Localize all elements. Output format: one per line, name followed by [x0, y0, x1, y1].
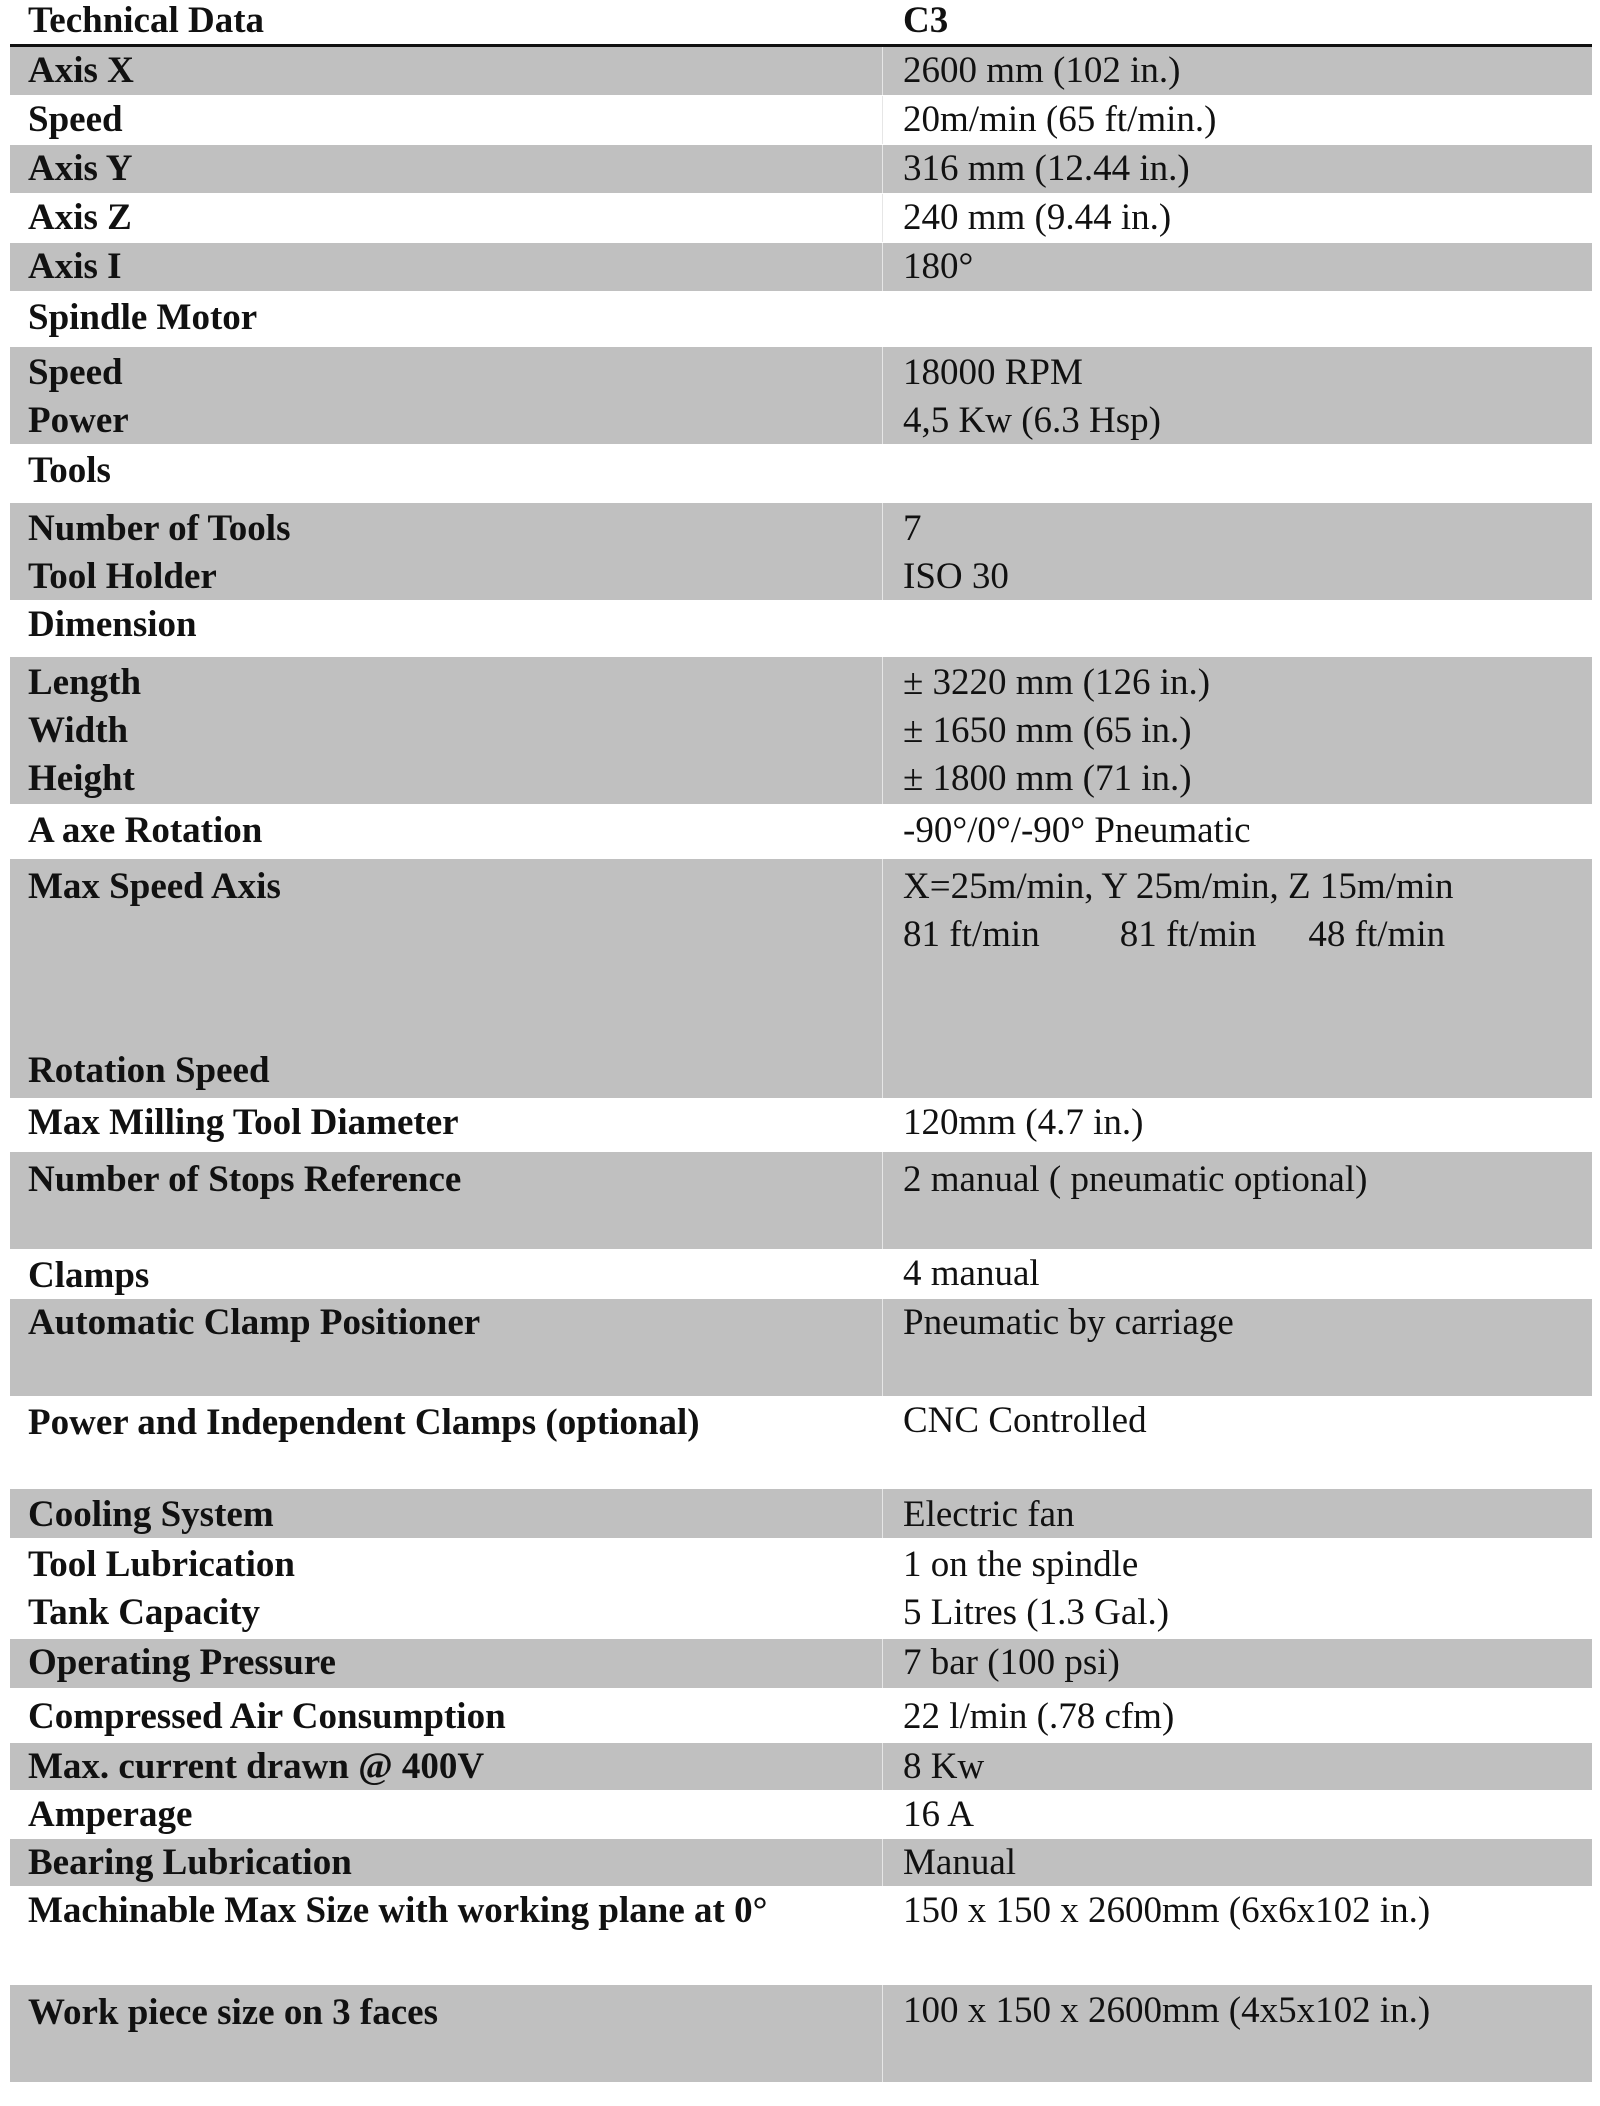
row-label: Power and Independent Clamps (optional) [28, 1402, 700, 1443]
table-row-max-milling-tool-diameter [10, 1099, 1592, 1152]
table-row-spindle-speed-power [10, 347, 1592, 445]
row-label: Power [28, 400, 129, 441]
row-label: Operating Pressure [28, 1642, 336, 1683]
table-row-power-independent-clamps [10, 1397, 1592, 1489]
table-row-amperage [10, 1791, 1592, 1839]
row-value: 8 Kw [903, 1746, 985, 1787]
row-value: ISO 30 [903, 556, 1009, 597]
row-label: Cooling System [28, 1494, 274, 1535]
row-value: ± 1800 mm (71 in.) [903, 758, 1192, 799]
table-row-cooling-system [10, 1489, 1592, 1539]
row-label: Max Milling Tool Diameter [28, 1102, 459, 1143]
table-row-axis-y [10, 145, 1592, 194]
table-row-work-piece-size [10, 1985, 1592, 2083]
row-label: Axis Y [28, 148, 133, 189]
row-value: 5 Litres (1.3 Gal.) [903, 1592, 1170, 1633]
row-label: Tool Lubrication [28, 1544, 295, 1585]
row-label: Automatic Clamp Positioner [28, 1302, 481, 1343]
row-label: Speed [28, 352, 123, 393]
row-value: 4 manual [903, 1253, 1040, 1294]
table-row-tool-lubrication [10, 1539, 1592, 1639]
table-row-max-current [10, 1743, 1592, 1791]
row-label: Number of Stops Reference [28, 1159, 462, 1200]
table-row-axis-z [10, 194, 1592, 243]
unit-y: 81 ft/min [1119, 914, 1257, 955]
table-row-max-speed-axis [10, 859, 1592, 1099]
row-label: Height [28, 758, 135, 799]
section-heading: Tools [28, 450, 111, 491]
row-label: Axis Z [28, 197, 132, 238]
row-value: Manual [903, 1842, 1017, 1883]
row-label: Axis I [28, 246, 122, 287]
unit-z: 48 ft/min [1308, 914, 1446, 955]
table-row-compressed-air-consumption [10, 1689, 1592, 1743]
row-value-units [903, 911, 1583, 959]
table-row-bearing-lubrication [10, 1839, 1592, 1887]
table-row-automatic-clamp-positioner [10, 1299, 1592, 1397]
row-value: 4,5 Kw (6.3 Hsp) [903, 400, 1161, 441]
row-label: A axe Rotation [28, 810, 263, 851]
row-value: 7 bar (100 psi) [903, 1642, 1120, 1683]
section-heading: Dimension [28, 604, 197, 645]
table-row-dimensions-detail [10, 657, 1592, 805]
row-value: 7 [903, 508, 922, 549]
row-label: Number of Tools [28, 508, 291, 549]
row-label: Amperage [28, 1794, 193, 1835]
row-value: Electric fan [903, 1494, 1075, 1535]
row-value: ± 1650 mm (65 in.) [903, 710, 1192, 751]
row-label: Work piece size on 3 faces [28, 1992, 438, 2033]
row-value: 316 mm (12.44 in.) [903, 148, 1190, 189]
row-value: 16 A [903, 1794, 974, 1835]
table-row-a-axe-rotation [10, 805, 1592, 859]
row-value: 2600 mm (102 in.) [903, 50, 1181, 91]
row-value: 100 x 150 x 2600mm (4x5x102 in.) [903, 1990, 1431, 2031]
table-row-axis-x [10, 47, 1592, 96]
row-value: 120mm (4.7 in.) [903, 1102, 1144, 1143]
row-label: Bearing Lubrication [28, 1842, 352, 1883]
row-label: Max. current drawn @ 400V [28, 1746, 485, 1787]
row-value: Pneumatic by carriage [903, 1302, 1234, 1343]
row-value: -90°/0°/-90° Pneumatic [903, 810, 1251, 851]
row-value: 240 mm (9.44 in.) [903, 197, 1172, 238]
row-label: Width [28, 710, 129, 751]
header-model: C3 [903, 0, 949, 41]
table-row-operating-pressure [10, 1639, 1592, 1689]
row-value: 18000 RPM [903, 352, 1083, 393]
row-value: 2 manual ( pneumatic optional) [903, 1159, 1368, 1200]
row-label: Max Speed Axis [28, 866, 281, 907]
row-value: X=25m/min, Y 25m/min, Z 15m/min [903, 866, 1454, 907]
table-row-tools-detail [10, 503, 1592, 601]
unit-x: 81 ft/min [903, 914, 1040, 955]
row-value: CNC Controlled [903, 1400, 1147, 1441]
section-heading: Spindle Motor [28, 297, 258, 338]
table-row-tools [10, 445, 1592, 503]
table-row-number-of-stops-reference [10, 1152, 1592, 1250]
row-value: 150 x 150 x 2600mm (6x6x102 in.) [903, 1890, 1431, 1931]
row-value: 20m/min (65 ft/min.) [903, 99, 1217, 140]
table-row-spindle-motor [10, 292, 1592, 347]
table-row-dimension [10, 601, 1592, 657]
table-row-machinable-max-size [10, 1887, 1592, 1985]
row-value: 1 on the spindle [903, 1544, 1139, 1585]
table-header [10, 0, 1592, 47]
technical-data-table [10, 0, 1592, 2083]
header-label: Technical Data [28, 0, 265, 41]
row-value: 180° [903, 246, 974, 287]
table-row-axis-i [10, 243, 1592, 292]
row-value: 22 l/min (.78 cfm) [903, 1696, 1175, 1737]
row-label: Clamps [28, 1255, 150, 1296]
row-value: ± 3220 mm (126 in.) [903, 662, 1211, 703]
table-row-clamps [10, 1250, 1592, 1299]
row-label: Compressed Air Consumption [28, 1696, 506, 1737]
row-label: Axis X [28, 50, 134, 91]
table-row-speed [10, 96, 1592, 145]
row-label: Length [28, 662, 142, 703]
row-label: Speed [28, 99, 123, 140]
row-label: Tank Capacity [28, 1592, 261, 1633]
row-label: Rotation Speed [28, 1050, 270, 1091]
row-label: Tool Holder [28, 556, 217, 597]
row-label: Machinable Max Size with working plane at 0° [28, 1890, 768, 1931]
